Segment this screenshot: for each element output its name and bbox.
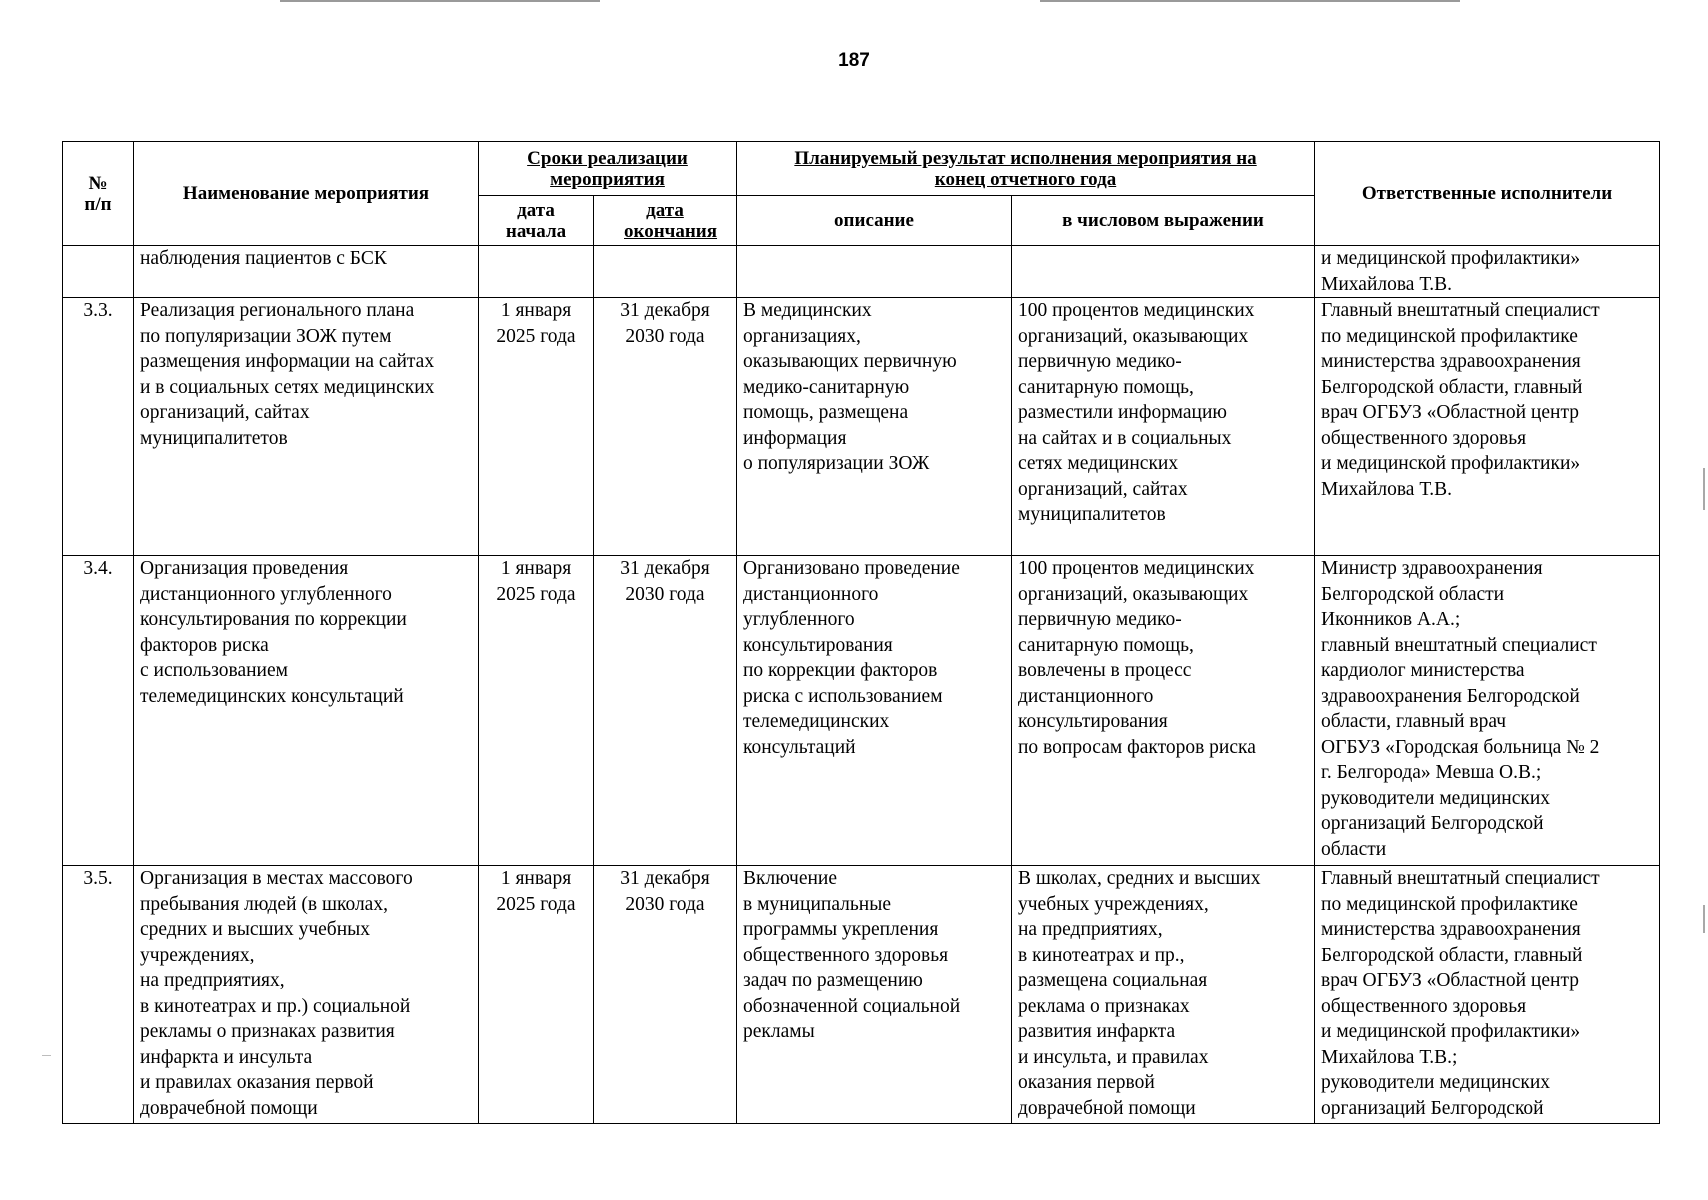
row-responsible: и медицинской профилактики» Михайлова Т.В. (1315, 246, 1660, 298)
row-responsible: Главный внештатный специалист по медицинской профилактике министерства здравоохранения Белгородской области, главный врач ОГБУЗ «Областной центр общественного здоровья и медицинской профилактики» Михайлова Т.В. (1315, 298, 1660, 556)
row-end: 31 декабря 2030 года (594, 298, 737, 556)
row-numeric (1012, 246, 1315, 298)
header-result: Планируемый результат исполнения мероприятия на конец отчетного года (737, 142, 1315, 196)
row-start: 1 января 2025 года (479, 866, 594, 1124)
row-description (737, 246, 1012, 298)
row-num: 3.3. (63, 298, 134, 556)
row-numeric: В школах, средних и высших учебных учреждениях, на предприятиях, в кинотеатрах и пр., размещена социальная реклама о признаках развития инфаркта и инсульта, и правилах оказания первой доврачебной помощи (1012, 866, 1315, 1124)
table-row (63, 298, 1660, 556)
row-numeric: 100 процентов медицинских организаций, оказывающих первичную медико- санитарную помощь, разместили информацию на сайтах и в социальных сетях медицинских организаций, сайтах муниципалитетов (1012, 298, 1315, 556)
row-end (594, 246, 737, 298)
scan-top-line (1040, 0, 1460, 2)
header-date-start: дата начала (479, 196, 594, 246)
header-responsible: Ответственные исполнители (1315, 142, 1660, 246)
header-num: № п/п (63, 142, 134, 246)
row-num: 3.4. (63, 556, 134, 866)
row-num (63, 246, 134, 298)
row-start: 1 января 2025 года (479, 298, 594, 556)
row-numeric: 100 процентов медицинских организаций, оказывающих первичную медико- санитарную помощь, вовлечены в процесс дистанционного консультирования по вопросам факторов риска (1012, 556, 1315, 866)
row-responsible: Министр здравоохранения Белгородской области Иконников А.А.; главный внештатный специалист кардиолог министерства здравоохранения Белгородской области, главный врач ОГБУЗ «Городская больница № 2 г. Белгорода» Мевша О.В.; руководители медицинских организаций Белгородской области (1315, 556, 1660, 866)
row-description: Организовано проведение дистанционного углубленного консультирования по коррекции факторов риска с использованием телемедицинских консультаций (737, 556, 1012, 866)
header-terms: Сроки реализации мероприятия (479, 142, 737, 196)
scan-margin-mark (42, 1055, 51, 1056)
table-row (63, 866, 1660, 1124)
row-start: 1 января 2025 года (479, 556, 594, 866)
row-name: наблюдения пациентов с БСК (134, 246, 479, 298)
table-row (63, 556, 1660, 866)
page-number: 187 (838, 50, 870, 71)
row-start (479, 246, 594, 298)
table-row (63, 246, 1660, 298)
scan-top-line (280, 0, 600, 2)
header-description: описание (737, 196, 1012, 246)
row-num: 3.5. (63, 866, 134, 1124)
row-description: Включение в муниципальные программы укрепления общественного здоровья задач по размещению обозначенной социальной рекламы (737, 866, 1012, 1124)
row-responsible: Главный внештатный специалист по медицинской профилактике министерства здравоохранения Белгородской области, главный врач ОГБУЗ «Областной центр общественного здоровья и медицинской профилактики» Михайлова Т.В.; руководители медицинских организаций Белгородской (1315, 866, 1660, 1124)
row-end: 31 декабря 2030 года (594, 866, 737, 1124)
row-description: В медицинских организациях, оказывающих первичную медико-санитарную помощь, размещена информация о популяризации ЗОЖ (737, 298, 1012, 556)
scan-edge-mark (1703, 468, 1705, 510)
header-date-end: дата окончания (594, 196, 737, 246)
header-numeric: в числовом выражении (1012, 196, 1315, 246)
row-end: 31 декабря 2030 года (594, 556, 737, 866)
row-name: Реализация регионального плана по популяризации ЗОЖ путем размещения информации на сайтах и в социальных сетях медицинских организаций, сайтах муниципалитетов (134, 298, 479, 556)
header-row (63, 142, 1660, 196)
scan-edge-mark (1703, 905, 1705, 933)
row-name: Организация проведения дистанционного углубленного консультирования по коррекции факторов риска с использованием телемедицинских консультаций (134, 556, 479, 866)
row-name: Организация в местах массового пребывания людей (в школах, средних и высших учебных учреждениях, на предприятиях, в кинотеатрах и пр.) социальной рекламы о признаках развития инфаркта и инсульта и правилах оказания первой доврачебной помощи (134, 866, 479, 1124)
measures-table (62, 141, 1660, 1124)
header-name: Наименование мероприятия (134, 142, 479, 246)
